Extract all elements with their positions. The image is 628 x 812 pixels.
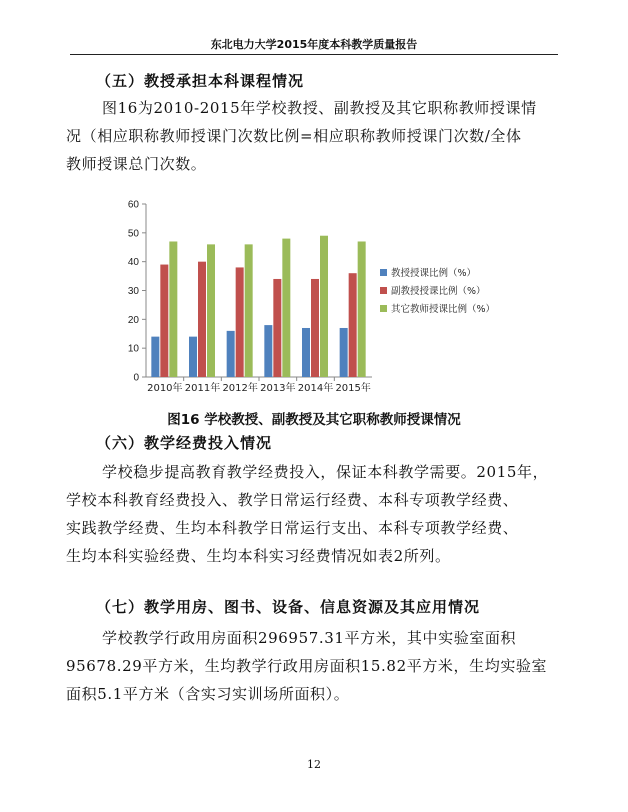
x-tick-label: 2010年: [147, 383, 183, 394]
section7-line-2: 95678.29平方米，生均教学行政用房面积15.82平方米，生均实验室: [66, 657, 548, 675]
y-tick-label: 40: [127, 257, 139, 269]
bar-3-5: [320, 236, 328, 377]
section5-paragraph: [66, 94, 558, 178]
x-tick-label: 2013年: [260, 383, 296, 394]
y-tick-label: 30: [127, 286, 139, 297]
bar-1-6: [340, 328, 348, 377]
bar-2-6: [349, 273, 357, 377]
bar-3-6: [358, 241, 366, 377]
section5-line-1: 图16为2010-2015年学校教授、副教授及其它职称教师授课情: [102, 99, 537, 117]
page-number: 12: [307, 758, 321, 771]
legend-swatch-3: [380, 305, 387, 312]
section6-paragraph: [66, 458, 558, 570]
x-tick-label: 2014年: [297, 383, 334, 394]
bar-1-5: [302, 328, 310, 377]
bar-3-4: [282, 239, 290, 377]
section6-line-1: 学校稳步提高教育教学经费投入，保证本科教学需要。2015年，: [102, 463, 549, 481]
section6-heading: （六）教学经费投入情况: [96, 434, 273, 452]
section6-line-2: 学校本科教育经费投入、教学日常运行经费、本科专项教学经费、: [66, 491, 519, 509]
legend-swatch-1: [380, 269, 387, 276]
y-tick-label: 60: [127, 199, 139, 211]
x-tick-label: 2012年: [222, 383, 258, 394]
bar-2-2: [198, 262, 206, 377]
legend-swatch-2: [380, 287, 387, 294]
figure-caption: 图16 学校教授、副教授及其它职称教师授课情况: [167, 412, 461, 428]
section5-line-2: 况（相应职称教师授课门次数比例=相应职称教师授课门次数/全体: [66, 127, 522, 145]
section7-line-3: 面积5.1平方米（含实习实训场所面积）。: [66, 685, 350, 703]
bar-3-3: [245, 244, 253, 377]
bar-1-3: [227, 331, 235, 377]
bar-chart: [110, 196, 510, 401]
section5-heading: （五）教授承担本科课程情况: [96, 72, 305, 90]
section7-heading: （七）教学用房、图书、设备、信息资源及其应用情况: [96, 598, 481, 616]
bar-2-3: [236, 267, 244, 377]
bar-2-1: [160, 265, 168, 377]
section7-line-1: 学校教学行政用房面积296957.31平方米，其中实验室面积: [102, 629, 517, 647]
section7-paragraph: [66, 624, 558, 708]
legend-label-2: 副教授授课比例（%）: [391, 286, 486, 297]
bar-3-2: [207, 244, 215, 377]
bar-3-1: [169, 241, 177, 377]
bar-1-4: [264, 325, 272, 377]
bar-2-4: [273, 279, 281, 377]
y-tick-label: 0: [133, 372, 139, 384]
legend-label-3: 其它教师授课比例（%）: [391, 304, 496, 315]
y-tick-label: 10: [127, 343, 139, 355]
bar-2-5: [311, 279, 319, 377]
y-tick-label: 20: [127, 314, 139, 326]
chart-plot-area: [128, 200, 495, 395]
x-tick-label: 2011年: [184, 383, 221, 394]
legend-label-1: 教授授课比例（%）: [391, 268, 477, 279]
y-tick-label: 50: [127, 228, 139, 240]
section6-line-4: 生均本科实验经费、生均本科实习经费情况如表2所列。: [66, 547, 451, 565]
page-header: 东北电力大学2015年度本科教学质量报告: [210, 38, 418, 51]
header-rule: [70, 54, 558, 55]
bar-1-1: [151, 337, 159, 377]
x-tick-label: 2015年: [335, 383, 371, 394]
bar-1-2: [189, 337, 197, 377]
section6-line-3: 实践教学经费、生均本科教学日常运行支出、本科专项教学经费、: [66, 519, 519, 537]
section5-line-3: 教师授课总门次数。: [66, 155, 207, 173]
